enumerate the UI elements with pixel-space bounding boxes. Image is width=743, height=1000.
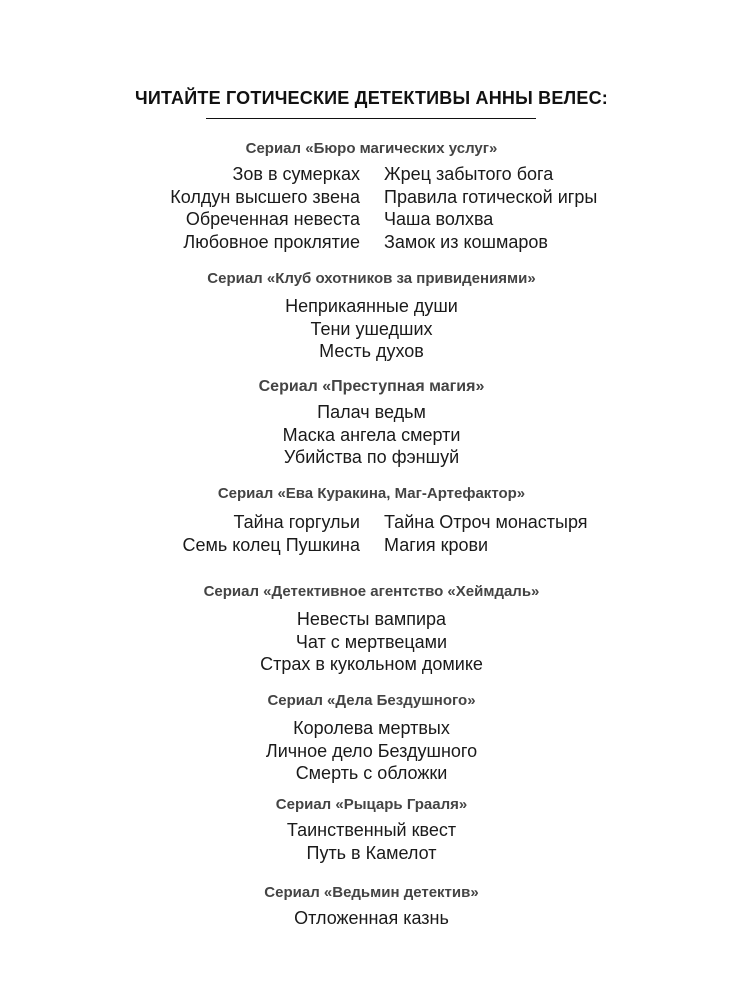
book-title: Тайна горгульи — [233, 512, 360, 532]
series-criminal-magic — [0, 377, 743, 469]
series-heimdall-agency — [0, 582, 743, 676]
series-title: Сериал «Бюро магических услуг» — [245, 140, 498, 157]
series-title: Сериал «Ева Куракина, Маг-Артефактор» — [217, 485, 526, 502]
book-title: Зов в сумерках — [232, 164, 360, 184]
book-grid — [0, 511, 743, 556]
book-title: Личное дело Бездушного — [265, 740, 478, 761]
book-title: Убийства по фэншуй — [283, 447, 460, 467]
book-list — [0, 907, 743, 930]
book-title: Колдун высшего звена — [170, 186, 360, 207]
book-title: Невесты вампира — [296, 609, 447, 629]
series-title: Сериал «Дела Бездушного» — [267, 692, 476, 709]
series-eva-kurakina — [0, 484, 743, 556]
book-title: Отложенная казнь — [294, 908, 449, 928]
book-title: Смерть с обложки — [295, 763, 448, 783]
series-title: Сериал «Детективное агентство «Хеймдаль» — [203, 583, 540, 600]
book-title: Правила готической игры — [384, 186, 598, 207]
series-title: Сериал «Рыцарь Грааля» — [275, 796, 468, 813]
book-title: Месть духов — [319, 341, 424, 361]
series-ghost-hunters-club — [0, 269, 743, 363]
book-title: Королева мертвых — [293, 718, 450, 738]
book-title: Палач ведьм — [317, 402, 426, 422]
book-list — [0, 608, 743, 676]
series-grail-knight — [0, 795, 743, 864]
book-title: Замок из кошмаров — [384, 231, 548, 252]
series-bureau-magic-services — [0, 139, 743, 253]
book-title: Неприкаянные души — [285, 296, 458, 316]
book-title: Любовное проклятие — [183, 231, 360, 252]
book-grid — [0, 163, 743, 253]
page-title: ЧИТАЙТЕ ГОТИЧЕСКИЕ ДЕТЕКТИВЫ АННЫ ВЕЛЕС: — [135, 88, 608, 108]
series-title: Сериал «Преступная магия» — [258, 378, 485, 395]
book-title: Обреченная невеста — [185, 209, 360, 229]
book-title: Семь колец Пушкина — [182, 534, 360, 555]
book-list — [0, 819, 743, 864]
book-title: Тени ушедших — [310, 318, 433, 339]
series-title: Сериал «Клуб охотников за привидениями» — [207, 270, 536, 287]
book-title: Чаша волхва — [384, 209, 494, 229]
book-list — [0, 295, 743, 363]
book-title: Страх в кукольном домике — [260, 654, 483, 674]
book-list — [0, 401, 743, 469]
book-title: Тайна Отроч монастыря — [384, 512, 588, 532]
book-title: Жрец забытого бога — [384, 164, 554, 184]
book-title: Чат с мертвецами — [295, 631, 448, 652]
series-soulless-cases — [0, 691, 743, 785]
book-title: Таинственный квест — [286, 820, 457, 840]
series-witch-detective — [0, 883, 743, 930]
book-title: Маска ангела смерти — [282, 424, 461, 445]
series-title: Сериал «Ведьмин детектив» — [264, 884, 479, 901]
book-list — [0, 717, 743, 785]
book-title: Путь в Камелот — [306, 842, 437, 863]
book-title: Магия крови — [384, 534, 489, 555]
title-underline — [206, 118, 536, 119]
